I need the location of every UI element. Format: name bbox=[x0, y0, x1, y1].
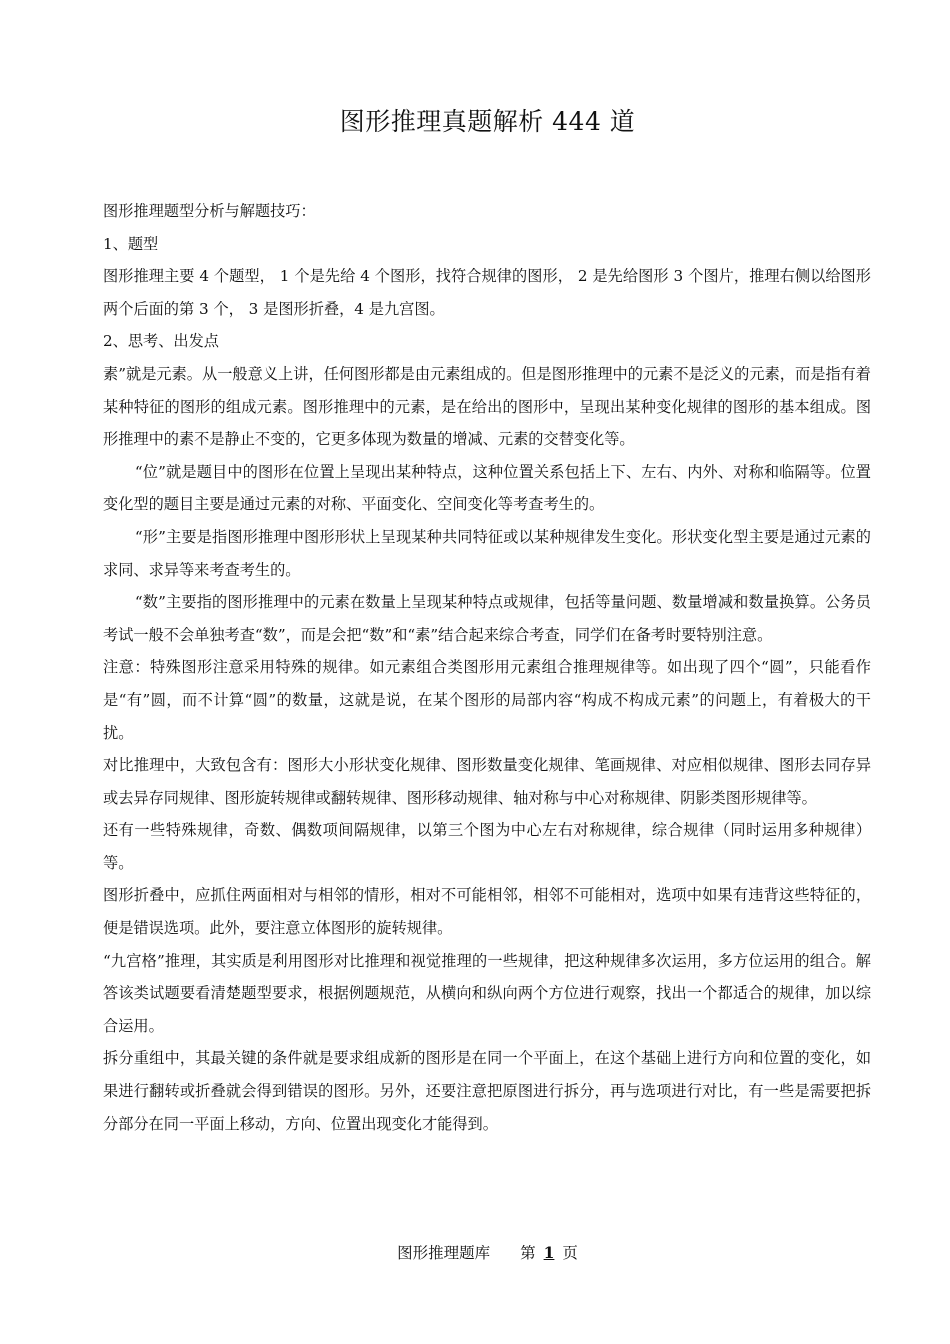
paragraph-element: 素”就是元素。从一般意义上讲，任何图形都是由元素组成的。但是图形推理中的元素不是泛义的元素，而是指有着某种特征的图形的组成元素。图形推理中的元素，是在给出的图形中，呈现出某种变化规律的图形的基本组成。图形推理中的素不是静止不变的，它更多体现为数量的增减、元素的交替变化等。 bbox=[103, 364, 871, 449]
paragraph-special-rules: 还有一些特殊规律，奇数、偶数项间隔规律，以第三个图为中心左右对称规律，综合规律（同时运用多种规律）等。 bbox=[103, 821, 871, 872]
paragraph-folding: 图形折叠中，应抓住两面相对与相邻的情形，相对不可能相邻，相邻不可能相对，选项中如果有违背这些特征的，便是错误选项。此外，要注意立体图形的旋转规律。 bbox=[103, 886, 871, 938]
document-title: 图形推理真题解析 444 道 bbox=[339, 107, 636, 136]
footer-page-suffix: 页 bbox=[562, 1244, 578, 1262]
paragraph-number: “数”主要指的图形推理中的元素在数量上呈现某种特点或规律，包括等量问题、数量增减和数量换算。公务员考试一般不会单独考查“数”，而是会把“数”和“素”结合起来综合考查，同学们在备考时要特别注意。 bbox=[103, 593, 871, 644]
paragraph-nine-grid: “九宫格”推理，其实质是利用图形对比推理和视觉推理的一些规律，把这种规律多次运用，多方位运用的组合。解答该类试题要看清楚题型要求，根据例题规范，从横向和纵向两个方位进行观察，找出一个都适合的规律，加以综合运用。 bbox=[103, 951, 871, 1035]
subheading-question-types: 1、题型 bbox=[103, 234, 159, 253]
subheading-starting-points: 2、思考、出发点 bbox=[103, 332, 219, 351]
paragraph-shape: “形”主要是指图形推理中图形形状上呈现某种共同特征或以某种规律发生变化。形状变化型主要是通过元素的求同、求异等来考查考生的。 bbox=[103, 527, 871, 579]
paragraph-position: “位”就是题目中的图形在位置上呈现出某种特点，这种位置关系包括上下、左右、内外、对称和临隔等。位置变化型的题目主要是通过元素的对称、平面变化、空间变化等考查考生的。 bbox=[103, 462, 871, 514]
paragraph-comparison: 对比推理中，大致包含有：图形大小形状变化规律、图形数量变化规律、笔画规律、对应相似规律、图形去同存异或去异存同规律、图形旋转规律或翻转规律、图形移动规律、轴对称与中心对称规律、阴影类图形规律等。 bbox=[103, 756, 871, 807]
paragraph-note: 注意：特殊图形注意采用特殊的规律。如元素组合类图形用元素组合推理规律等。如出现了四个“圆”，只能看作是“有”圆，而不计算“圆”的数量，这就是说，在某个图形的局部内容“构成不构成元素”的问题上，有着极大的干扰。 bbox=[103, 658, 871, 742]
document-body bbox=[103, 195, 871, 1140]
footer-page-prefix: 第 bbox=[520, 1244, 536, 1262]
footer-book-title: 图形推理题库 bbox=[397, 1244, 491, 1262]
page-footer bbox=[0, 1240, 950, 1266]
section-heading: 图形推理题型分析与解题技巧： bbox=[103, 202, 316, 220]
paragraph-split-recombine: 拆分重组中，其最关键的条件就是要求组成新的图形是在同一个平面上，在这个基础上进行方向和位置的变化，如果进行翻转或折叠就会得到错误的图形。另外，还要注意把原图进行拆分，再与选项进行对比，有一些是需要把拆分部分在同一平面上移动，方向、位置出现变化才能得到。 bbox=[103, 1049, 871, 1133]
paragraph-question-types: 图形推理主要 4 个题型， 1 个是先给 4 个图形，找符合规律的图形， 2 是先给图形 3 个图片，推理右侧以给图形两个后面的第 3 个， 3 是图形折叠，4 是九宫图。 bbox=[103, 267, 871, 318]
footer-page-number: 1 bbox=[543, 1243, 555, 1262]
